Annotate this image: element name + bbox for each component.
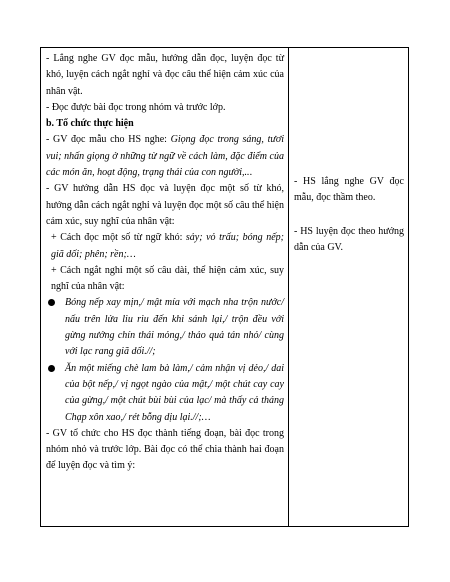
model-reading-tail: . <box>249 167 253 179</box>
objective-read: - Đọc được bài đọc trong nhóm và trước lớp. <box>46 101 226 113</box>
model-reading-voice: Giọng đọc trong sáng, tươi vui; nhấn giọng ở những từ ngữ về cách làm, đặc điểm của các món ăn, hoạt động, trạng thái của con người,.. <box>46 134 284 179</box>
model-reading-lead: - GV đọc mẫu cho HS nghe: <box>46 134 171 146</box>
guidance-paragraph: - GV hướng dẫn HS đọc và luyện đọc một số từ khó, hướng dẫn cách ngắt nghỉ và luyện đọc một số câu thể hiện cảm xúc, suy nghĩ của nhân vật: <box>46 183 284 227</box>
student-activities-cell <box>289 48 408 526</box>
sentence-bullet-1 <box>46 295 284 360</box>
bullet-dot-icon <box>48 299 55 306</box>
student-practice: - HS luyện đọc theo hướng dẫn của GV. <box>294 225 404 253</box>
difficult-words-paragraph <box>46 230 284 263</box>
objective-listen: - Lắng nghe GV đọc mẫu, hướng dẫn đọc, luyện đọc từ khó, luyện cách ngắt nghỉ và đọc câu thể hiện cảm xúc của nhân vật. <box>46 53 284 97</box>
bullet-dot-icon <box>48 365 55 372</box>
difficult-words-lead: + Cách đọc một số từ ngữ khó: <box>51 232 186 244</box>
lesson-table <box>40 47 409 527</box>
sentence-bullet-2-text: Ăn một miếng chè lam bà làm,/ cảm nhận vị dẻo,/ dai của bột nếp,/ vị ngọt ngào của mật,/ một chút cay cay của gừng,/ một chút bùi bùi của lạc/ mà thấy cả tháng Chạp xôn xao,/ rét bỗng dịu lại.//;… <box>65 362 284 423</box>
difficult-words-list: sảy; vỏ trấu; bóng nếp; giã dối; phên; rền;… <box>51 232 284 260</box>
group-reading-paragraph: - GV tổ chức cho HS đọc thành tiếng đoạn, bài đọc trong nhóm nhỏ và trước lớp. Bài đọc có thể chia thành hai đoạn để luyện đọc và tìm ý: <box>46 427 284 472</box>
sentence-bullet-2 <box>46 361 284 426</box>
student-listen: - HS lắng nghe GV đọc mẫu, đọc thầm theo. <box>294 176 404 204</box>
model-reading-paragraph <box>46 132 284 181</box>
student-activities <box>294 174 404 256</box>
teacher-activities-cell <box>41 48 289 526</box>
section-heading: b. Tổ chức thực hiện <box>46 118 134 130</box>
long-sentences-intro: + Cách ngắt nghỉ một số câu dài, thể hiện cảm xúc, suy nghĩ của nhân vật: <box>51 264 284 293</box>
sentence-bullet-1-text: Bóng nếp xay mịn,/ mật mía với mạch nha trộn nước/ nấu trên lửa liu riu đến khi sánh lại,/ trộn đều với gừng nướng chín thái mỏng,/ thảo quả tán nhỏ/ cùng với lạc rang giã dối.//; <box>65 297 284 358</box>
